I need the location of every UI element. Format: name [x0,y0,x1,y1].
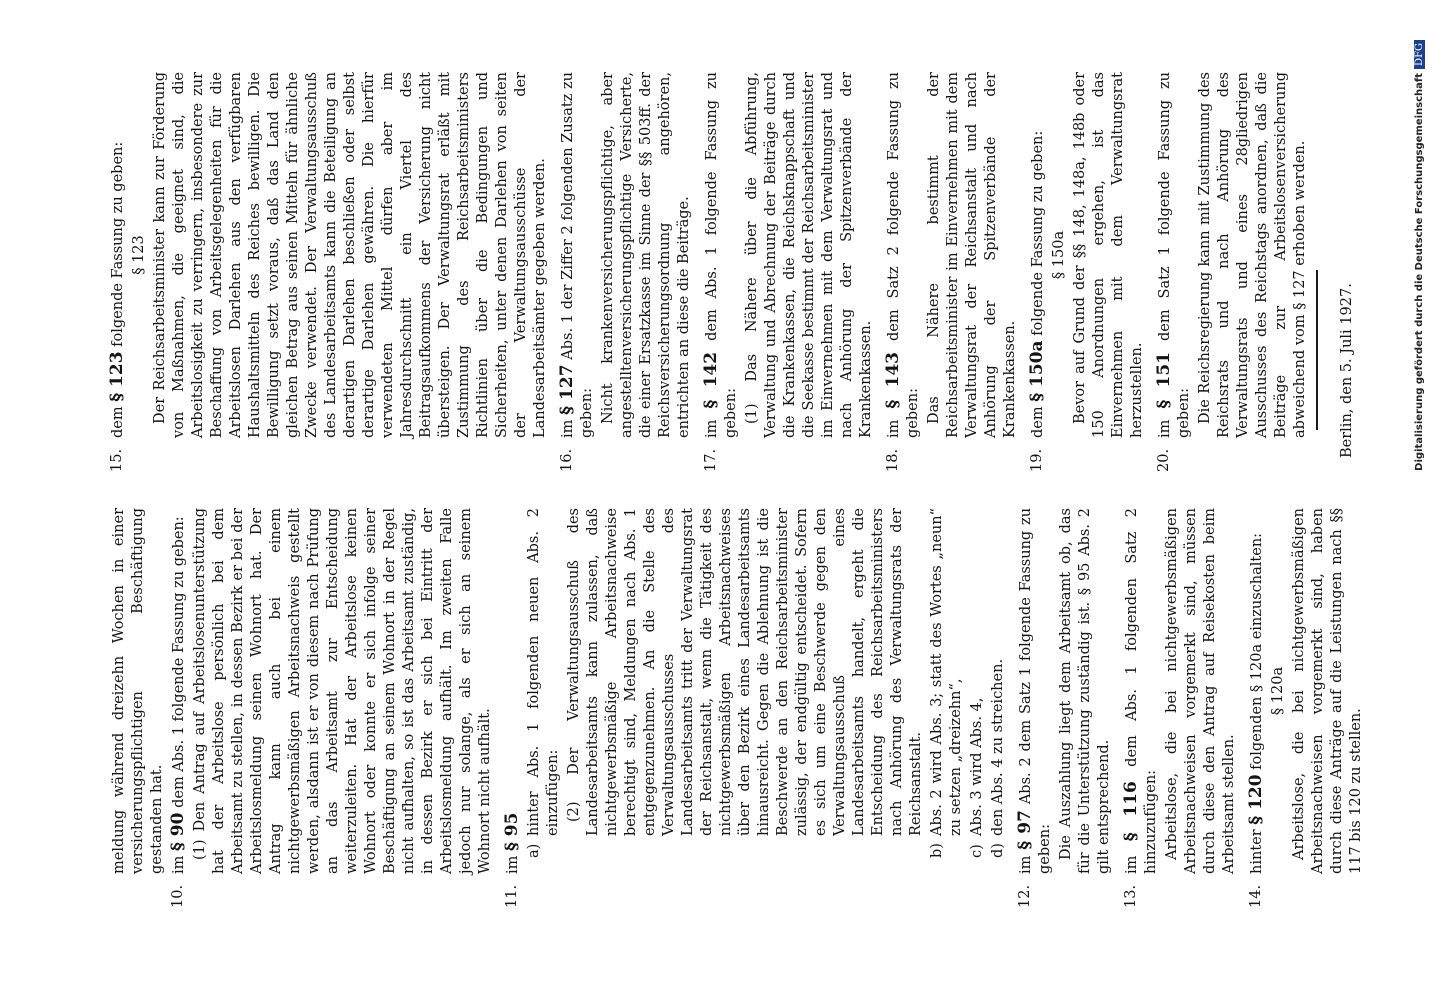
item-number: 17. [703,448,719,472]
item-number: 12. [1017,884,1033,908]
item-text: Bevor auf Grund der §§ 148, 148a, 148b oder 150 Anordnungen ergehen, ist das Einvernehmen mit dem Verwaltungsrat herzustellen. [1072,72,1145,438]
item-number: 20. [1156,448,1172,472]
item-19 [1028,72,1149,472]
closing-date: Berlin, den 5. Juli 1927. [1339,283,1355,458]
item-heading: im § 97 Abs. 2 dem Satz 1 folgende Fassung zu geben: [1015,507,1053,874]
item-number: 11. [504,884,520,908]
item-text: Die Reichsregierung kann mit Zustimmung des Reichsrats und nach Anhörung des Verwaltungsrats und eines 28gliedrigen Ausschusses des Reichstags anordnen, daß die Beiträge zur Arbeitslosenversicherung abweichend vom § 127 erhoben werden. [1197,72,1308,438]
item-heading: dem § 150a folgende Fassung zu geben: [1027,130,1047,438]
item-heading: im § 116 dem Abs. 1 folgenden Satz 2 hinzuzufügen: [1121,508,1159,874]
dfg-logo: DFG [1414,40,1425,69]
item-number: 18. [885,448,901,472]
section-heading: § 123 [131,235,147,275]
item-number: 19. [1029,448,1045,472]
item-heading: im § 90 dem Abs. 1 folgende Fassung zu geben: [168,516,188,874]
subitem-a: a) hinter Abs. 1 folgenden neuen Abs. 2 einzufügen: [526,508,561,858]
item-text: Arbeitslose, die bei nichtgewerbsmäßigen Arbeitsnachweisen vorgemerkt sind, müssen durch diese den Antrag auf Reisekosten beim Arbeitsamt stellen. [1164,508,1237,874]
item-11 [503,508,1010,908]
item-number: 10. [170,884,186,908]
item-number: 16. [559,448,575,472]
item-heading: dem § 123 folgende Fassung zu geben: [107,141,127,438]
right-column [107,71,1355,472]
left-column [108,507,1364,908]
item-text: Arbeitslose, die bei nichtgewerbsmäßigen Arbeitsnachweisen vorgemerkt sind, haben durch diese Anträge auf die Leistungen nach §§ 117 bis 120 zu stellen. [1291,508,1364,874]
subitem-d: d) den Abs. 4 zu streichen. [990,658,1006,858]
subitem-b: b) Abs. 2 wird Abs. 3; statt des Wortes „neun“ zu setzen „dreizehn“, [929,508,964,858]
item-17 [702,72,878,472]
item-18 [884,72,1022,472]
item-text: Das Nähere bestimmt der Reichsarbeitsminister im Einvernehmen mit dem Verwaltungsrat der Reichsanstalt und nach Anhörung der Spitzenverbände der Krankenkassen. [926,72,1018,438]
item-13 [1122,508,1241,908]
section-heading: § 150a [1051,230,1067,280]
item-15 [108,72,552,472]
item-text: Die Auszahlung liegt dem Arbeitsamt ob, das für die Unterstützung zuständig ist. § 95 Abs. 2 gilt entsprechend. [1058,508,1112,874]
digitization-footer [1406,0,1432,1000]
item-heading: im § 143 dem Satz 2 folgende Fassung zu geben: [883,71,921,438]
section-heading: § 120a [1270,666,1286,716]
item-14 [1247,508,1368,908]
item-text: Der Reichsarbeitsminister kann zur Förderung von Maßnahmen, die geeignet sind, die Arbeitslosigkeit zu verringern, insbesondere zur Beschaffung von Arbeitsgelegenheiten für die Arbeitslosen Darlehen aus den verfügbaren Haushaltsmitteln des Reiches bewilligen. Die Bewilligung setzt voraus, daß das Land den gleichen Betrag aus seinen Mitteln für ähnliche Zwecke verwendet. Der Verwaltungsausschuß des Landesarbeitsamts kann die Beteiligung an derartigen Darlehen beschließen oder selbst derartige Darlehen gewähren. Die hierfür verwendeten Mittel dürfen aber im Jahresdurchschnitt ein Viertel des Beitragsaufkommens der Versicherung nicht übersteigen. Der Verwaltungsrat erläßt mit Zustimmung des Reichsarbeitsministers Richtlinien über die Bedingungen und Sicherheiten, unter denen Darlehen von seiten der Verwaltungsausschüsse der Landesarbeitsämter gegeben werden. [152,72,548,438]
item-heading: hinter § 120 folgenden § 120a einzuschalten: [1246,532,1266,874]
item-heading: im § 151 dem Satz 1 folgende Fassung zu geben: [1154,71,1192,438]
intro-text: meldung während dreizehn Wochen in einer versicherungspflichtigen Beschäftigung gestanden hat. [111,508,165,874]
item-heading: im § 95 [502,812,522,874]
item-text: (1) Das Nähere über die Abführung, Verwaltung und Abrechnung der Beiträge durch die Krankenkassen, die Reichsknappschaft und die Seekasse bestimmt der Reichsarbeitsminister im Einvernehmen mit dem Verwaltungsrat und nach Anhörung der Spitzenverbände der Krankenkassen. [744,72,874,438]
item-number: 13. [1123,884,1139,908]
item-12 [1016,508,1116,908]
item-heading: im § 127 Abs. 1 der Ziffer 2 folgenden Zusatz zu geben: [557,71,595,438]
closing-rule [1316,270,1318,430]
item-heading: im § 142 dem Abs. 1 folgende Fassung zu geben: [701,71,739,438]
subitem-c: c) Abs. 3 wird Abs. 4, [969,697,985,858]
funding-note: Digitalisierung gefördert durch die Deutsche Forschungsgemeinschaft [1413,72,1425,471]
item-10 [169,508,497,908]
item-text: Nicht krankenversicherungspflichtige, aber angestelltenversicherungspflichtige Versicherte, die einer Ersatzkasse im Sinne der §§ 503ff. der Reichsversicherungsordnung angehören, entrichten an diese die Beiträge. [600,72,692,438]
item-16 [558,72,696,472]
item-number: 15. [109,448,125,472]
item-text: (1) Den Antrag auf Arbeitslosenunterstützung hat der Arbeitslose persönlich bei dem Arbeitsamt zu stellen, in dessen Bezirk er bei der Arbeitslosmeldung seinen Wohnort hat. Der Antrag kann auch bei einem nichtgewerbsmäßigen Arbeitsnachweis gestellt werden, alsdann ist er von diesem nach Prüfung an das Arbeitsamt zur Entscheidung weiterzuleiten. Hat der Arbeitslose keinen Wohnort oder konnte er sich infolge seiner Beschäftigung an seinem Wohnort in der Regel nicht aufhalten, so ist das Arbeitsamt zuständig, in dessen Bezirk er sich bei Eintritt der Arbeitslosmeldung aufhält. Im zweiten Falle jedoch nur solange, als er sich an seinem Wohnort nicht aufhält. [192,508,493,874]
item-number: 14. [1248,884,1264,908]
item-20 [1155,72,1312,472]
quoted-paragraph: (2) Der Verwaltungsausschuß des Landesarbeitsamts kann zulassen, daß nichtgewerbsmäßige Arbeitsnachweise berechtigt sind, Meldungen nach Abs. 1 entgegenzunehmen. An die Stelle des Verwaltungsausschusses des Landesarbeitsamts tritt der Verwaltungsrat der Reichsanstalt, wenn die Tätigkeit des nichtgewerbsmäßigen Arbeitsnachweises über den Bezirk eines Landesarbeitsamts hinausreicht. Gegen die Ablehnung ist die Beschwerde an den Reichsarbeitsminister zulässig, der endgültig entscheidet. Sofern es sich um eine Beschwerde gegen den Verwaltungsausschuß eines Landesarbeitsamts handelt, ergeht die Entscheidung des Reichsarbeitsministers nach Anhörung des Verwaltungsrats der Reichsanstalt. [566,508,924,836]
